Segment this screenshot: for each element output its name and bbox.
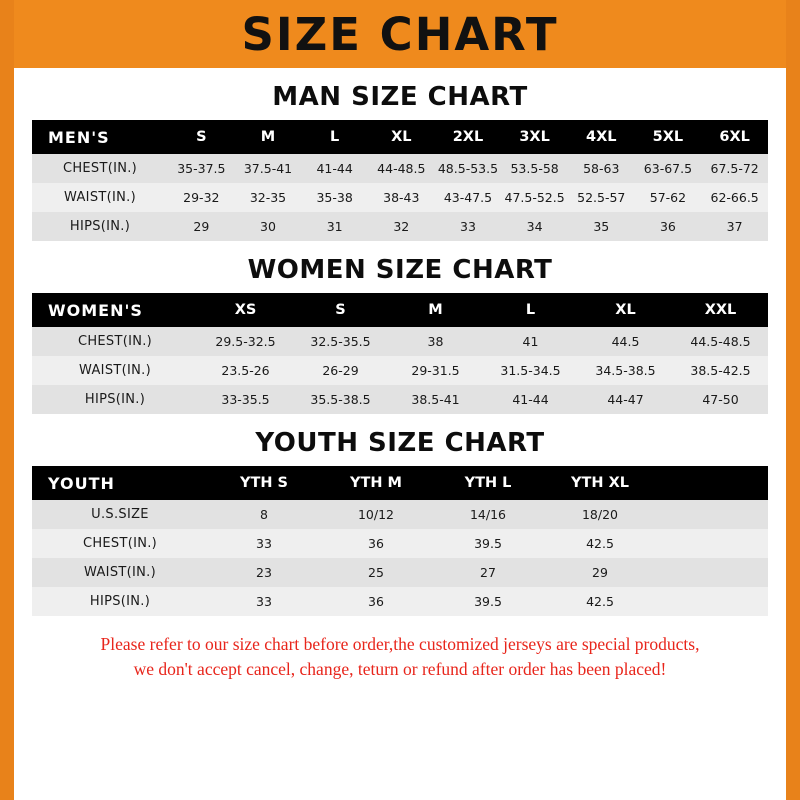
men-cell: 44-48.5	[377, 161, 426, 176]
youth-cell: 33	[256, 536, 272, 551]
men-cell: 30	[260, 219, 276, 234]
men-cell: 35-38	[316, 190, 353, 205]
women-cell: 38.5-41	[411, 392, 460, 407]
table-row	[32, 385, 768, 414]
women-size-table	[32, 293, 768, 414]
men-cell: 47.5-52.5	[504, 190, 565, 205]
women-cell: 38	[427, 334, 444, 349]
youth-cell: 8	[260, 507, 268, 522]
youth-column-header: YTH L	[464, 475, 512, 491]
youth-spacer-cell	[656, 558, 768, 587]
women-column-header: XXL	[704, 302, 737, 318]
table-row	[32, 500, 768, 529]
women-cell: 33-35.5	[221, 392, 270, 407]
women-cell: 44.5-48.5	[690, 334, 751, 349]
men-cell: 52.5-57	[577, 190, 626, 205]
table-row	[32, 183, 768, 212]
women-column-header: S	[335, 302, 346, 318]
women-cell: 29-31.5	[411, 363, 460, 378]
men-cell: 57-62	[649, 190, 687, 205]
men-cell: 41-44	[316, 161, 353, 176]
men-cell: 29-32	[183, 190, 220, 205]
youth-row-label: CHEST(IN.)	[82, 536, 158, 551]
footer-note-line-2: we don't accept cancel, change, teturn or refund after order has been placed!	[133, 659, 667, 680]
table-row	[32, 587, 768, 616]
youth-cell: 42.5	[586, 594, 614, 609]
table-header-row	[32, 120, 768, 154]
men-table-body	[32, 154, 768, 241]
banner	[14, 0, 786, 68]
table-row	[32, 212, 768, 241]
women-cell: 44-47	[607, 392, 644, 407]
women-corner-label: WOMEN'S	[48, 300, 143, 320]
youth-column-header: YTH M	[349, 475, 402, 491]
youth-row-label: WAIST(IN.)	[84, 565, 156, 580]
women-cell: 44.5	[611, 334, 640, 349]
page-title: SIZE CHART	[241, 7, 559, 61]
women-cell: 26-29	[322, 363, 359, 378]
men-column-header: 2XL	[452, 129, 484, 145]
women-cell: 38.5-42.5	[690, 363, 751, 378]
women-cell: 23.5-26	[221, 363, 270, 378]
men-cell: 62-66.5	[710, 190, 759, 205]
footer-note	[32, 632, 768, 683]
men-cell: 48.5-53.5	[437, 161, 499, 176]
youth-size-table	[32, 466, 768, 616]
youth-cell: 39.5	[474, 536, 502, 551]
youth-column-header: YTH XL	[571, 475, 629, 491]
women-cell: 31.5-34.5	[500, 363, 561, 378]
youth-table-header	[32, 466, 768, 500]
youth-spacer-cell	[656, 529, 768, 558]
youth-spacer-cell	[656, 587, 768, 616]
table-row	[32, 154, 768, 183]
women-column-header: L	[525, 302, 536, 318]
men-cell: 29	[193, 219, 210, 234]
youth-cell: 14/16	[469, 507, 507, 522]
content	[14, 68, 786, 800]
youth-spacer-cell	[656, 500, 768, 529]
women-cell: 41	[522, 334, 539, 349]
women-cell: 34.5-38.5	[595, 363, 656, 378]
women-cell: 41-44	[512, 392, 549, 407]
youth-cell: 18/20	[581, 507, 619, 522]
women-section-title: WOMEN SIZE CHART	[247, 255, 553, 285]
men-column-header: 4XL	[586, 129, 617, 145]
youth-row-label: HIPS(IN.)	[89, 594, 151, 609]
men-column-header: L	[330, 129, 340, 145]
table-header-row	[32, 293, 768, 327]
youth-table-body	[32, 500, 768, 616]
men-cell: 58-63	[583, 161, 620, 176]
men-row-label: HIPS(IN.)	[69, 219, 131, 234]
youth-cell: 36	[368, 594, 384, 609]
youth-column-header: YTH S	[239, 475, 289, 491]
table-row	[32, 558, 768, 587]
men-cell: 35-37.5	[177, 161, 226, 176]
men-cell: 32	[393, 219, 410, 234]
table-row	[32, 327, 768, 356]
youth-cell: 10/12	[357, 507, 395, 522]
men-column-header: 3XL	[519, 129, 550, 145]
men-cell: 63-67.5	[643, 161, 693, 176]
women-row-label: CHEST(IN.)	[77, 334, 153, 349]
women-cell: 29.5-32.5	[215, 334, 276, 349]
youth-cell: 36	[368, 536, 384, 551]
men-column-header: XL	[391, 129, 412, 145]
men-cell: 37.5-41	[243, 161, 293, 176]
men-row-label: WAIST(IN.)	[64, 190, 136, 205]
men-cell: 53.5-58	[510, 161, 559, 176]
youth-cell: 33	[256, 594, 272, 609]
women-table-header	[32, 293, 768, 327]
men-column-header: 6XL	[719, 129, 750, 145]
men-cell: 35	[593, 219, 610, 234]
table-row	[32, 529, 768, 558]
men-section-title: MAN SIZE CHART	[272, 82, 528, 112]
women-column-header: XL	[615, 302, 636, 318]
men-cell: 36	[659, 219, 676, 234]
men-cell: 67.5-72	[710, 161, 759, 176]
men-cell: 37	[726, 219, 743, 234]
men-cell: 34	[526, 219, 543, 234]
youth-cell: 25	[368, 565, 384, 580]
youth-cell: 23	[256, 565, 272, 580]
women-column-header: XS	[234, 302, 257, 318]
youth-spacer-header	[656, 466, 768, 500]
women-column-header: M	[428, 302, 443, 318]
men-corner-label: MEN'S	[48, 127, 110, 147]
men-cell: 31	[326, 219, 343, 234]
men-column-header: M	[260, 129, 276, 145]
men-cell: 43-47.5	[443, 190, 493, 205]
table-header-row	[32, 466, 768, 500]
men-column-header: S	[196, 129, 207, 145]
women-cell: 32.5-35.5	[310, 334, 371, 349]
women-cell: 35.5-38.5	[310, 392, 371, 407]
men-size-table	[32, 120, 768, 241]
women-row-label: WAIST(IN.)	[79, 363, 151, 378]
men-cell: 38-43	[383, 190, 420, 205]
table-row	[32, 356, 768, 385]
men-row-label: CHEST(IN.)	[62, 161, 138, 176]
men-table-header	[32, 120, 768, 154]
women-row-label: HIPS(IN.)	[84, 392, 146, 407]
youth-cell: 42.5	[586, 536, 614, 551]
women-cell: 47-50	[702, 392, 739, 407]
youth-corner-label: YOUTH	[48, 473, 115, 493]
youth-section-title: YOUTH SIZE CHART	[255, 428, 545, 458]
men-cell: 33	[460, 219, 476, 234]
youth-cell: 27	[480, 565, 496, 580]
men-cell: 32-35	[249, 190, 287, 205]
women-table-body	[32, 327, 768, 414]
youth-cell: 39.5	[474, 594, 502, 609]
youth-row-label: U.S.SIZE	[91, 507, 149, 522]
youth-cell: 29	[592, 565, 608, 580]
men-column-header: 5XL	[652, 129, 684, 145]
footer-note-line-1: Please refer to our size chart before order,the customized jerseys are special products,	[100, 634, 700, 654]
